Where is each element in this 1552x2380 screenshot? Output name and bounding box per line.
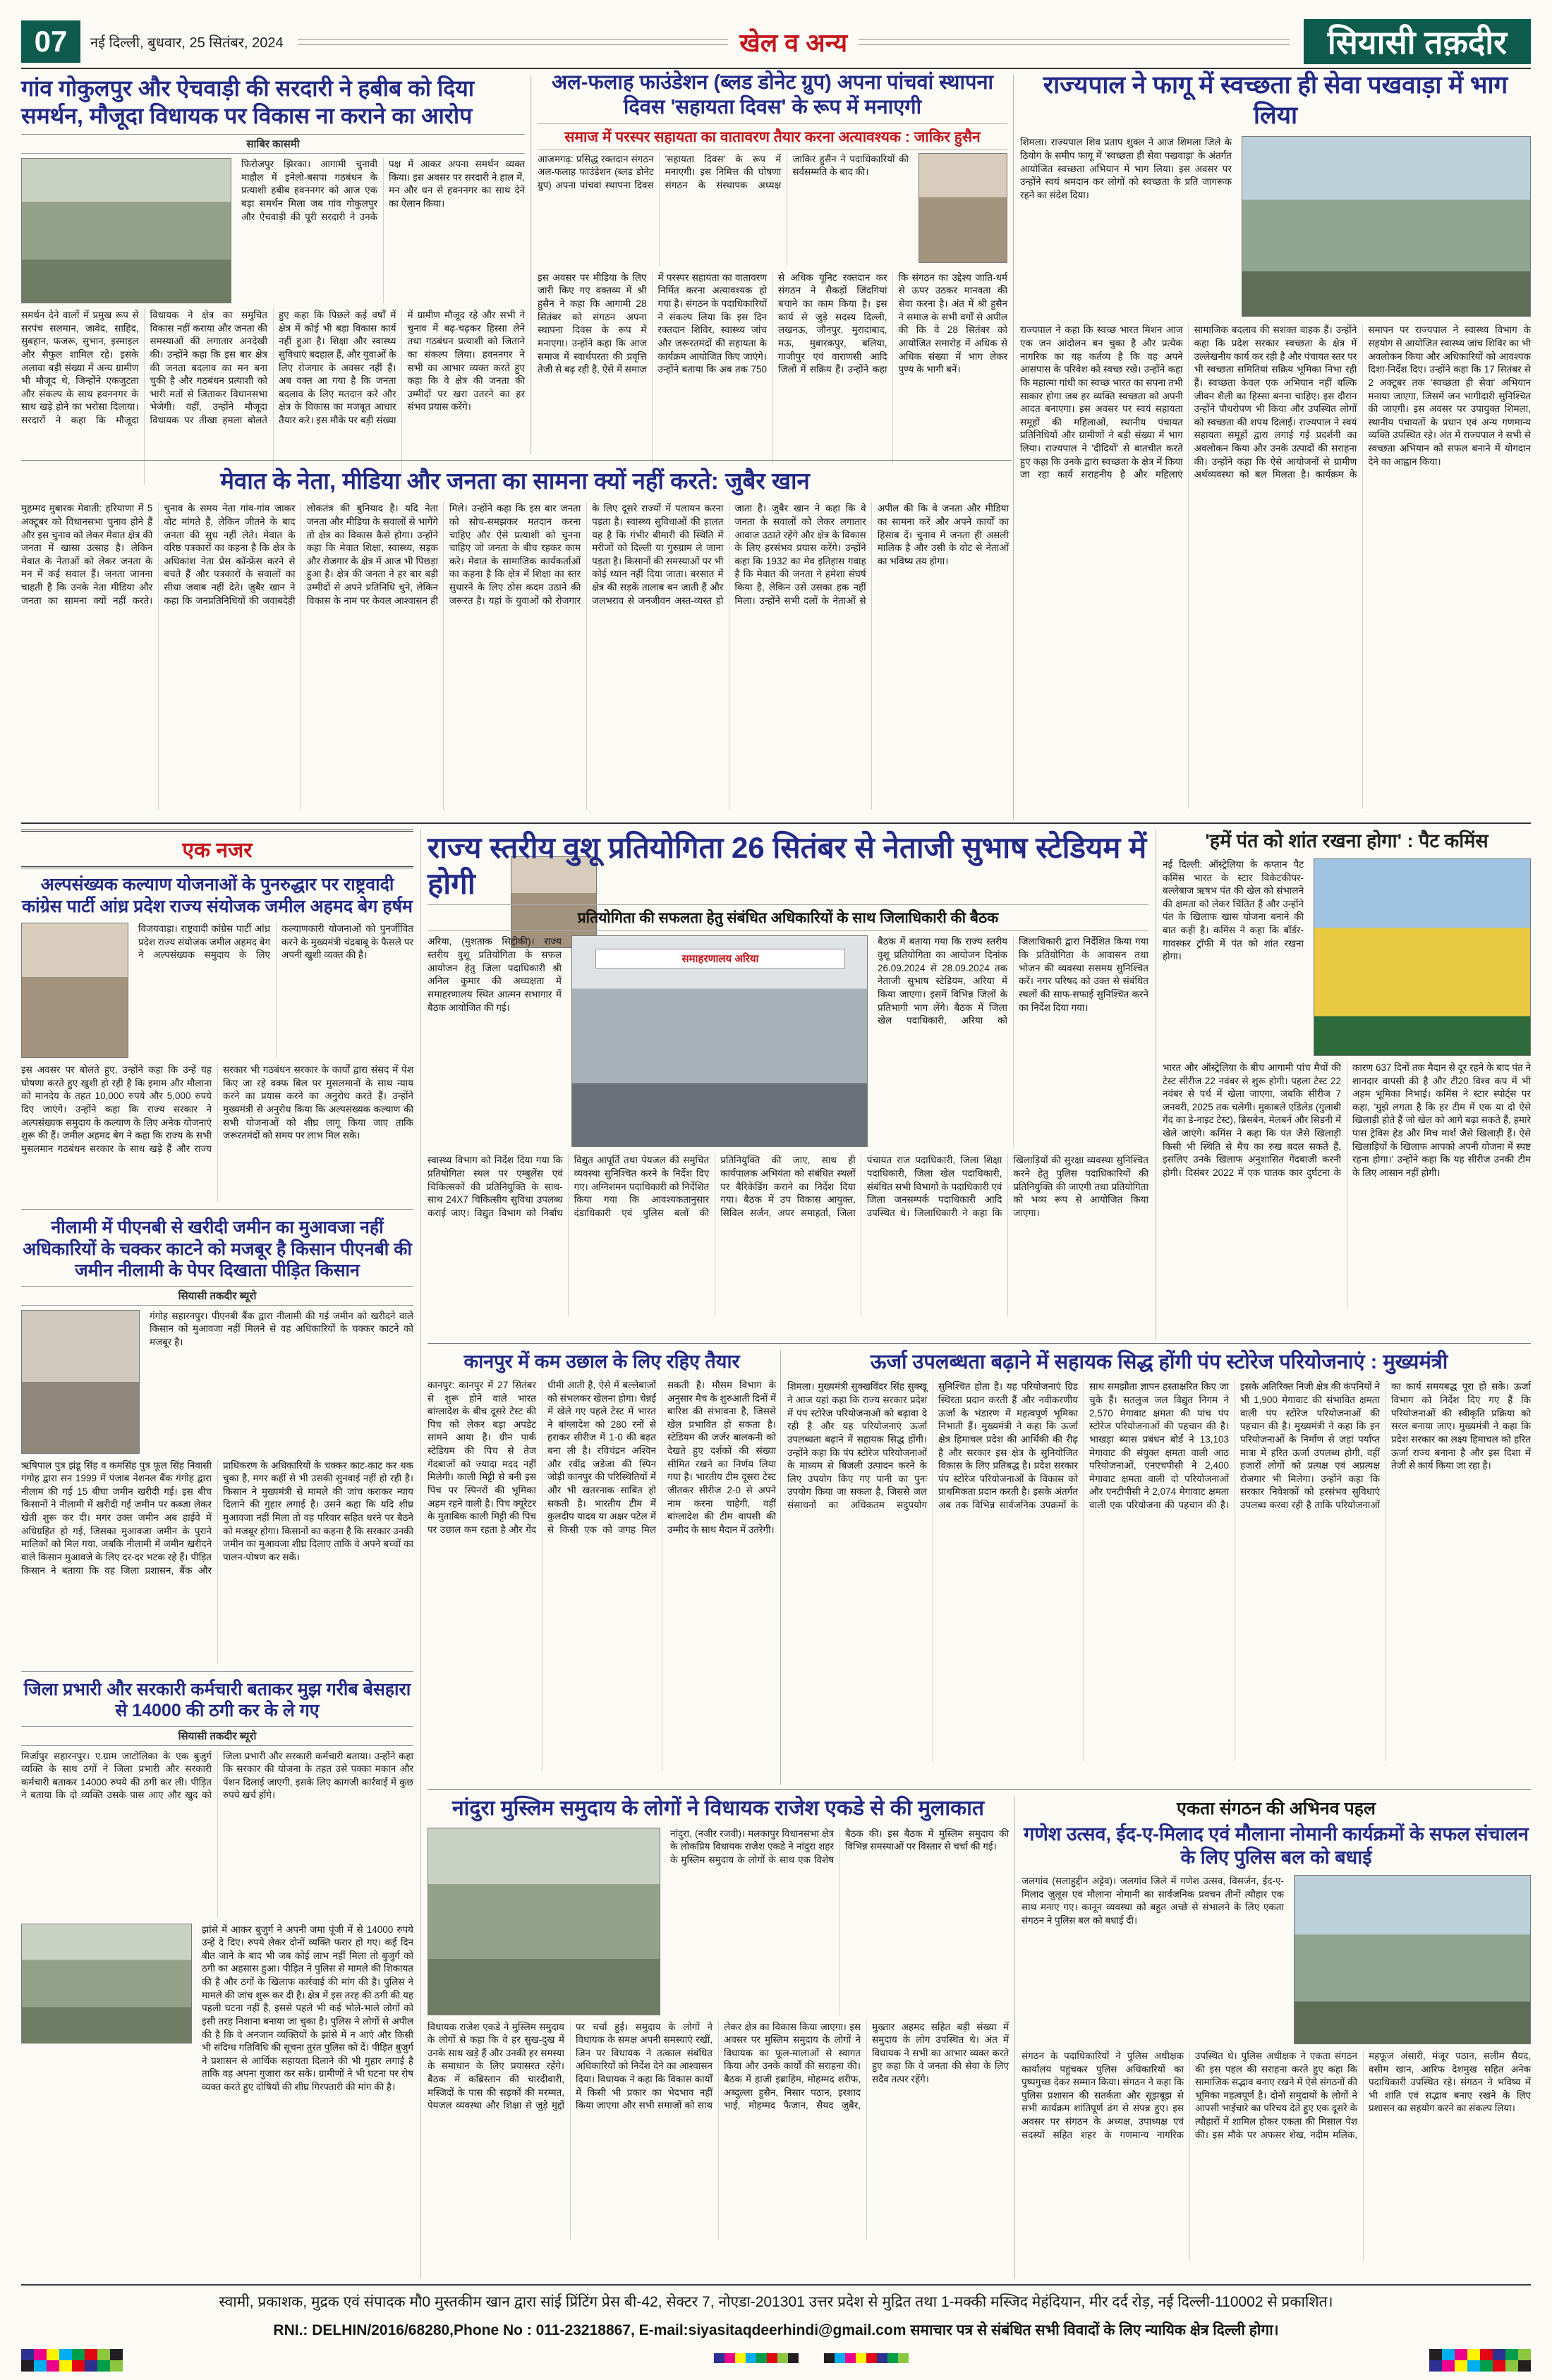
article-body: ऋषिपाल पुत्र झंडू सिंह व कमसिंह पुत्र फूल सिंह निवासी गंगोह द्वारा सन 1999 में पंजाब नेशनल बैंक गंगोह द्वारा नीलाम की गई 15 बीघा जमीन खरीदी गई। इस बीच किसानों ने नीलामी में खरीदी गई जमीन पर कब्जा लेकर खेती शुरू कर दी। मगर उक्त जमीन अब हाईवे में अधिग्रहित हो गई, जिसका मुआवजा जमीन के पुराने मालिकों को मिल गया, जबकि नीलामी में जमीन खरीदने वाले किसान मुआवजे के लिए दर-दर भटक रहे हैं। पीड़ित किसान ने बताया कि वह जिला प्रशासन, बैंक और प्राधिकरण के अधिकारियों के चक्कर काट-काट कर थक चुका है, मगर कहीं से भी उसकी सुनवाई नहीं हो रही है। किसान ने मुख्यमंत्री से मामले की जांच कराकर न्याय दिलाने की गुहार लगाई है। उसने कहा कि यदि शीघ्र मुआवजा नहीं मिला तो वह परिवार सहित धरने पर बैठने को मजबूर होगा। किसानों का कहना है कि सरकार उनकी जमीन का मुआवजा शीघ्र दिलाए ताकि वे अपने बच्चों का पालन-पोषण कर सकें। [21,1459,413,1576]
byline: सियासी तकदीर ब्यूरो [21,1286,413,1306]
color-strip [824,2353,909,2363]
article-headline: गणेश उत्सव, ईद-ए-मिलाद एवं मौलाना नोमानी कार्यक्रमों के सफल संचालन के लिए पुलिस बल को बधाई [1024,1823,1529,1868]
article-nandura [428,1796,1009,2278]
article-body: राज्यपाल ने कहा कि स्वच्छ भारत मिशन आज एक जन आंदोलन बन चुका है और प्रत्येक नागरिक का यह कर्तव्य है कि वह अपने आसपास के परिवेश को स्वच्छ रखे। उन्होंने कहा कि महात्मा गांधी का स्वच्छ भारत का सपना तभी साकार होगा जब हर व्यक्ति स्वच्छता को अपनी आदत बनाएगा। इस अवसर पर स्वयं सहायता समूहों की महिलाओं, स्थानीय पंचायत प्रतिनिधियों और ग्रामीणों ने बड़ी संख्या में भाग लिया। राज्यपाल ने 'दीदियों' से बातचीत करते हुए कहा कि उनके द्वारा स्वच्छता के क्षेत्र में किया जा रहा कार्य सराहनीय है और महिलाएं सामाजिक बदलाव की सशक्त वाहक हैं। उन्होंने कहा कि प्रदेश सरकार स्वच्छता के क्षेत्र में उल्लेखनीय कार्य कर रही है और पंचायत स्तर पर भी स्वच्छता समितियां सक्रिय भूमिका निभा रही हैं। स्वच्छता केवल एक अभियान नहीं बल्कि जीवन शैली का हिस्सा बनना चाहिए। इस दौरान उन्होंने पौधरोपण भी किया और उपस्थित लोगों को स्वच्छता की शपथ दिलाई। राज्यपाल ने स्वयं सहायता समूहों द्वारा लगाई गई प्रदर्शनी का अवलोकन किया और उनके उत्पादों की सराहना की। उन्होंने कहा कि ऐसे आयोजनों से ग्रामीण अर्थव्यवस्था को बल मिलता है। कार्यक्रम के समापन पर राज्यपाल ने स्वास्थ्य विभाग के सहयोग से आयोजित स्वास्थ्य जांच शिविर का भी अवलोकन किया और अधिकारियों को आवश्यक दिशा-निर्देश दिए। उन्होंने कहा कि 17 सितंबर से 2 अक्टूबर तक 'स्वच्छता ही सेवा' अभियान मनाया जाएगा, जिसमें जन भागीदारी सुनिश्चित की जाएगी। इस अवसर पर उपायुक्त शिमला, स्थानीय पंचायतों के प्रधान एवं अन्य गणमान्य व्यक्ति उपस्थित रहे। अंत में राज्यपाल ने सभी से स्वच्छता अभियान को सफल बनाने में योगदान देने का आह्वान किया। [1020,324,1531,480]
article-headline: राज्य स्तरीय वुशू प्रतियोगिता 26 सितंबर से नेताजी सुभाष स्टेडियम में होगी [428,831,1147,901]
divider [21,1209,413,1210]
color-strip [1429,2349,1531,2360]
footer [21,2284,1531,2340]
article-body: स्वास्थ्य विभाग को निर्देश दिया गया कि प्रतियोगिता स्थल पर एम्बुलेंस एवं चिकित्सकों की प्रतिनियुक्ति के साथ-साथ 24X7 चिकित्सीय सुविधा उपलब्ध कराई जाए। विद्युत विभाग को निर्बाध विद्युत आपूर्ति तथा पेयजल की समुचित व्यवस्था सुनिश्चित करने के निर्देश दिए गए। अग्निशमन पदाधिकारी को निर्देशित किया गया कि आवश्यकतानुसार दंडाधिकारी एवं पुलिस बलों की प्रतिनियुक्ति की जाए, साथ ही कार्यपालक अभियंता को संबंधित स्थलों पर बैरिकेडिंग कराने का निर्देश दिया गया। बैठक में उप विकास आयुक्त, सिविल सर्जन, अपर समाहर्ता, जिला पंचायत राज पदाधिकारी, जिला शिक्षा पदाधिकारी, जिला खेल पदाधिकारी, संबंधित सभी विभागों के पदाधिकारी एवं जिला जनसम्पर्क पदाधिकारी आदि उपस्थित थे। जिलाधिकारी ने कहा कि खिलाड़ियों की सुरक्षा व्यवस्था सुनिश्चित करने हेतु पुलिस पदाधिकारियों की प्रतिनियुक्ति की जाएगी तथा प्रतियोगिता को भव्य रूप से आयोजित किया जाएगा। [428,1155,1148,1218]
article-body: विजयवाड़ा। राष्ट्रवादी कांग्रेस पार्टी आंध्र प्रदेश राज्य संयोजक जमील अहमद बेग ने अल्पसंख्यक समुदाय के लिए कल्याणकारी योजनाओं को पुनर्जीवित करने के मुख्यमंत्री चंद्रबाबू के फैसले पर अपनी खुशी व्यक्त की है। [138,923,413,961]
article-headline: गांव गोकुलपुर और ऐचवाड़ी की सरदारी ने हबीब को दिया समर्थन, मौजूदा विधायक पर विकास ना कराने का आरोप [21,75,475,129]
district-meeting-photo [571,935,868,1147]
article-kanpur [428,1350,776,1785]
meeting-banner: समाहरणालय अरिया [595,949,844,969]
article-subhead: प्रतियोगिता की सफलता हेतु संबंधित अधिकारियों के साथ जिलाधिकारी की बैठक [428,904,1148,931]
article-body: फिरोजपुर झिरका। आगामी चुनावी माहौल में इनेलो-बसपा गठबंधन के प्रत्याशी हबीब हवननगर को आज एक बड़ा समर्थन मिला जब गांव गोकुलपुर और ऐचवाड़ी की पूरी सरदारी ने उनके पक्ष में आकर अपना समर्थन व्यक्त किया। इस अवसर पर सरदारी ने हाल में, मन और धन से हवननगर का साथ देने का ऐलान किया। [241,159,525,222]
article-alfalah [538,71,1007,454]
article-neelami [21,1217,413,1664]
article-body: शिमला। राज्यपाल शिव प्रताप शुक्ल ने आज शिमला जिले के ठियोग के समीप फागू में 'स्वच्छता ही सेवा पखवाड़ा' के अंतर्गत आयोजित स्वच्छता अभियान में भाग लिया। इस अवसर पर उन्होंने स्वयं श्रमदान कर लोगों को स्वच्छता के प्रति जागरूक रहने का संदेश दिया। [1020,137,1232,200]
article-mewat [21,467,1009,820]
article-body: समर्थन देने वालों में प्रमुख रूप से सरपंच सलमान, जावेद, साहिद, सुबहान, फजरू, सुभान, इस्माइल और सैफुल शामिल रहे। इसके अलावा बड़ी संख्या में अन्य ग्रामीण भी मौजूद थे, जिन्होंने एकजुटता और संकल्प के साथ हवननगर के साथ खड़े होने का भरोसा दिलाया। सरदारों ने कहा कि मौजूदा विधायक ने क्षेत्र का समुचित विकास नहीं कराया और जनता की समस्याओं की लगातार अनदेखी की। उन्होंने कहा कि इस बार क्षेत्र की जनता बदलाव का मन बना चुकी है और गठबंधन प्रत्याशी को भारी मतों से जिताकर विधानसभा भेजेगी। वहीं, उन्होंने मौजूदा विधायक पर तीखा हमला बोलते हुए कहा कि पिछले कई वर्षों में क्षेत्र में कोई भी बड़ा विकास कार्य नहीं हुआ है। शिक्षा और स्वास्थ्य सुविधाएं बदहाल हैं, और युवाओं के लिए रोजगार के अवसर नहीं हैं। अब वक्त आ गया है कि जनता बदलाव के लिए मतदान करे और क्षेत्र के विकास का मजबूत आधार तैयार करे। इस मौके पर बड़ी संख्या में ग्रामीण मौजूद रहे और सभी ने चुनाव में बढ़-चढ़कर हिस्सा लेने तथा गठबंधन प्रत्याशी को जिताने का संकल्प लिया। हवननगर ने सभी का आभार व्यक्त करते हुए कहा कि वे क्षेत्र की जनता की उम्मीदों पर खरा उतरने का हर संभव प्रयास करेंगे। [21,310,525,426]
section-band [298,25,1290,59]
color-strip [21,2360,123,2372]
article-headline: नांदुरा मुस्लिम समुदाय के लोगों ने विधायक राजेश एकडे से की मुलाकात [451,1797,985,1820]
article-body: नांदुरा, (नजीर रजवी)। मलकापुर विधानसभा क्षेत्र के लोकप्रिय विधायक राजेश एकडे ने नांदुरा शहर के मुस्लिम समुदाय के लोगों के साथ एक विशेष बैठक की। इस बैठक में मुस्लिम समुदाय की विभिन्न समस्याओं पर विस्तार से चर्चा की गई। [670,1828,1009,1865]
article-headline: अल्पसंख्यक कल्याण योजनाओं के पुनरुद्धार पर राष्ट्रवादी कांग्रेस पार्टी आंध्र प्रदेश राज्य संयोजक जमील अहमद बेग हर्षम [21,875,413,916]
article-headline: राज्यपाल ने फागू में स्वच्छता ही सेवा पखवाड़ा में भाग लिया [1043,71,1508,129]
rni-line: RNI.: DELHIN/2016/68280,Phone No : 011-23218867, E-mail:siyasitaqdeerhindi@gmail.com समाचार पत्र से संबंधित सभी विवादों के लिए न्यायिक क्षेत्र दिल्ली होगा। [273,2322,1279,2338]
article-body: गंगोह सहारनपुर। पीएनबी बैंक द्वारा नीलामी की गई जमीन को खरीदने वाले किसान को मुआवजा नहीं मिलने से वह अधिकारियों के चक्कर काटने को मजबूर है। [150,1310,413,1347]
article-urja [787,1350,1531,1785]
article-body: शिमला। मुख्यमंत्री सुक्खविंदर सिंह सुक्खू ने आज यहां कहा कि राज्य सरकार प्रदेश में पंप स्टोरेज परियोजनाओं को बढ़ावा दे रही है और यह परियोजनाएं ऊर्जा उपलब्धता बढ़ाने में सहायक सिद्ध होंगी। उन्होंने कहा कि पंप स्टोरेज परियोजनाओं के माध्यम से बिजली उत्पादन करने के लिए उपयोग किए गए पानी का पुनः उपयोग किया जा सकता है, जिससे जल संसाधनों का अधिकतम सदुपयोग सुनिश्चित होता है। यह परियोजनाएं ग्रिड स्थिरता प्रदान करती हैं और नवीकरणीय ऊर्जा के भंडारण में महत्वपूर्ण भूमिका निभाती हैं। मुख्यमंत्री ने कहा कि ऊर्जा क्षेत्र हिमाचल प्रदेश की आर्थिकी की रीढ़ है और सरकार इस क्षेत्र के सुनियोजित विकास के लिए प्रतिबद्ध है। प्रदेश सरकार पंप स्टोरेज परियोजनाओं के विकास को प्राथमिकता प्रदान करती है। इसके अंतर्गत अब तक विभिन्न सार्वजनिक उपक्रमों के साथ समझौता ज्ञापन हस्ताक्षरित किए जा चुके हैं। सतलुज जल विद्युत निगम ने 2,570 मेगावाट क्षमता की पांच पंप स्टोरेज परियोजनाओं की पहचान की है। भाखड़ा ब्यास प्रबंधन बोर्ड ने 13,103 मेगावाट की संयुक्त क्षमता वाली आठ परियोजनाओं, एनएचपीसी ने 2,400 मेगावाट क्षमता वाली दो परियोजनाओं और एनटीपीसी ने 2,074 मेगावाट क्षमता वाली एक परियोजना की पहचान की है। इसके अतिरिक्त निजी क्षेत्र की कंपनियों ने भी 1,900 मेगावाट की संभावित क्षमता वाली पंप स्टोरेज परियोजनाओं की पहचान की है। मुख्यमंत्री ने कहा कि इन परियोजनाओं के निर्माण से जहां पर्याप्त मात्रा में हरित ऊर्जा उपलब्ध होगी, वहीं हजारों लोगों को प्रत्यक्ष एवं अप्रत्यक्ष रोजगार भी मिलेगा। उन्होंने कहा कि सरकार निवेशकों को हरसंभव सुविधाएं उपलब्ध करवा रही है ताकि परियोजनाओं का कार्य समयबद्ध पूरा हो सके। ऊर्जा विभाग को निर्देश दिए गए हैं कि परियोजनाओं की स्वीकृति प्रक्रिया को सरल बनाया जाए। मुख्यमंत्री ने कहा कि प्रदेश सरकार का लक्ष्य हिमाचल को हरित ऊर्जा राज्य बनाना है और इस दिशा में तेजी से कार्य किया जा रहा है। [787,1381,1531,1510]
divider [1014,1796,1015,2278]
article-body: बैठक में बताया गया कि राज्य स्तरीय वुशू प्रतियोगिता का आयोजन दिनांक 26.09.2024 से 28.09.2024 तक नेताजी सुभाष स्टेडियम, अरिया में किया जाएगा। इसमें विभिन्न जिलों के प्रतिभागी भाग लेंगे। बैठक में जिला खेल पदाधिकारी, अरिया को जिलाधिकारी द्वारा निर्देशित किया गया कि प्रतियोगिता के आवासन तथा भोजन की व्यवस्था ससमय सुनिश्चित करें। नगर परिषद को उक्त से संबंधित स्थलों की साफ-सफाई सुनिश्चित करने का निर्देश दिया गया। [878,936,1148,1026]
article-body: नई दिल्ली: ऑस्ट्रेलिया के कप्तान पैट कमिंस भारत के स्टार विकेटकीपर-बल्लेबाज ऋषभ पंत की खेल को संभालने की क्षमता को लेकर चिंतित हैं और उन्होंने पंत के खिलाफ खास योजना बनाने की बात कही है। कमिंस ने कहा कि बॉर्डर-गावस्कर ट्रॉफी में पंत को शांत रखना होगा। [1163,858,1304,962]
paper-name: सियासी तक़दीर [1304,19,1531,64]
color-strip [21,2349,123,2360]
print-color-marks-center-2 [824,2353,909,2363]
article-headline: नीलामी में पीएनबी से खरीदी जमीन का मुआवजा नहीं अधिकारियों के चक्कर काटने को मजबूर है किसान पीएनबी की जमीन नीलामी के पेपर दिखाता पीड़ित किसान [23,1218,412,1280]
masthead [21,18,1531,65]
dateline: नई दिल्ली, बुधवार, 25 सितंबर, 2024 [90,35,284,51]
page-number: 07 [21,20,80,63]
governor-cleanliness-photo [1242,136,1531,317]
article-body: इस अवसर पर मीडिया के लिए जारी किए गए वक्तव्य में श्री हुसैन ने कहा कि आगामी 28 सितंबर को संगठन अपना स्थापना दिवस के रूप में मनाएगा। उन्होंने कहा कि आज समाज में स्वार्थपरता की प्रवृत्ति तेजी से बढ़ रही है, ऐसे में समाज में परस्पर सहायता का वातावरण निर्मित करना अत्यावश्यक हो गया है। संगठन के पदाधिकारियों ने संकल्प लिया कि इस दिन रक्तदान शिविर, स्वास्थ्य जांच और जरूरतमंदों की सहायता के कार्यक्रम आयोजित किए जाएंगे। उन्होंने बताया कि अब तक 750 से अधिक यूनिट रक्तदान कर संगठन ने सैकड़ों जिंदगियां बचाने का काम किया है। इस कार्य से जुड़े सदस्य दिल्ली, लखनऊ, जौनपुर, मुरादाबाद, मऊ, मुबारकपुर, बलिया, गाजीपुर एवं वाराणसी आदि जिलों में सक्रिय हैं। उन्होंने कहा कि संगठन का उद्देश्य जाति-धर्म से ऊपर उठकर मानवता की सेवा करना है। अंत में श्री हुसैन ने समाज के सभी वर्गों से अपील की कि वे 28 सितंबर को आयोजित समारोह में अधिक से अधिक संख्या में भाग लेकर पुण्य के भागी बनें। [538,272,1007,375]
article-kicker: एकता संगठन की अभिनव पहल [1177,1799,1376,1819]
publisher-line: स्वामी, प्रकाशक, मुद्रक एवं संपादक मौ0 मुस्तकीम खान द्वारा सांई प्रिंटिंग प्रेस बी-42, सेक्टर 7, नोएडा-201301 उत्तर प्रदेश से मुद्रित तथा 1-मक्की मस्जिद मेहंदियान, मीर दर्द रोड़, नई दिल्ली-110002 से प्रकाशित। [219,2294,1333,2310]
ek-nazar-column [21,830,413,2278]
article-ekta [1021,1796,1531,2278]
divider [428,1789,1531,1790]
article-headline: अल-फलाह फाउंडेशन (ब्लड डोनेट ग्रुप) अपना पांचवां स्थापना दिवस 'सहायता दिवस' के रूप में मनाएगी [551,71,994,119]
divider [21,460,1012,461]
article-wushu [428,830,1148,1339]
divider [21,1671,413,1672]
print-color-marks-right [1429,2349,1531,2372]
divider [1013,75,1014,820]
article-body: कानपुर: कानपुर में 27 सितंबर से शुरू होने वाले भारत बांग्लादेश के बीच दूसरे टेस्ट की पिच को लेकर बड़ा अपडेट सामने आया है। ग्रीन पार्क स्टेडियम की पिच से तेज गेंदबाजों को ज्यादा मदद नहीं मिलेगी। काली मिट्टी से बनी इस पिच पर स्पिनरों की भूमिका अहम रहने वाली है। पिच क्यूरेटर के मुताबिक काली मिट्टी की पिच पर उछाल कम रहता है और गेंद धीमी आती है, ऐसे में बल्लेबाजों को संभलकर खेलना होगा। चेन्नई में खेले गए पहले टेस्ट में भारत ने बांग्लादेश को 280 रनों से हराकर सीरीज में 1-0 की बढ़त बना ली है। रविचंद्रन अश्विन और रवींद्र जडेजा की स्पिन जोड़ी कानपुर की परिस्थितियों में और भी खतरनाक साबित हो सकती है। भारतीय टीम में कुलदीप यादव या अक्षर पटेल में से किसी एक को जगह मिल सकती है। मौसम विभाग के अनुसार मैच के शुरुआती दिनों में बारिश की संभावना है, जिससे खेल प्रभावित हो सकता है। स्टेडियम की जर्जर बालकनी को देखते हुए दर्शकों की संख्या सीमित रखने का निर्णय लिया गया है। भारतीय टीम दूसरा टेस्ट जीतकर सीरीज 2-0 से अपने नाम करना चाहेगी, वहीं बांग्लादेश की टीम वापसी की उम्मीद के साथ मैदान में उतरेगी। [428,1379,776,1535]
article-gokulpur [21,75,525,454]
article-body: आजमगढ़: प्रसिद्ध रक्तदान संगठन अल-फलाह फाउंडेशन (ब्लड डोनेट ग्रुप) अपना पांचवां स्थापना दिवस 'सहायता दिवस' के रूप में मनाएगी। इस निमित्त की घोषणा संगठन के संस्थापक अध्यक्ष जाकिर हुसैन ने पदाधिकारियों की सर्वसम्मति के बाद की। [538,153,909,190]
article-headline: कानपुर में कम उछाल के लिए रहिए तैयार [463,1351,740,1372]
byline: साबिर कासमी [21,134,525,154]
article-headline: 'हमें पंत को शांत रखना होगा' : पैट कमिंस [1205,830,1489,851]
police-felicitation-photo [1294,1875,1531,2044]
farmer-papers-photo [21,1310,140,1454]
zakir-hussain-photo [919,153,1007,263]
divider [780,1350,781,1785]
print-color-marks-left [21,2349,123,2372]
article-subhead: समाज में परस्पर सहायता का वातावरण तैयार करना अत्यावश्यक : जाकिर हुसैन [538,123,1007,150]
color-strip [714,2353,799,2363]
mla-meeting-photo [428,1828,660,2015]
crowd-support-photo [21,158,231,303]
divider [21,822,1531,824]
divider [420,830,421,2278]
article-body: अरिया, (मुशताक सिद्दीकी)। राज्य स्तरीय वुशू प्रतियोगिता के सफल आयोजन हेतु जिला पदाधिकारी श्री अनिल कुमार की अध्यक्षता में समाहरणालय स्थित आत्मन सभागार में बैठक आयोजित की गई। [428,936,562,1013]
ek-nazar-title: एक नजर [21,830,413,868]
article-body: विधायक राजेश एकडे ने मुस्लिम समुदाय के लोगों से कहा कि वे हर सुख-दुख में उनके साथ खड़े हैं और उनकी हर समस्या के समाधान के लिए प्रयासरत रहेंगे। बैठक में कब्रिस्तान की चारदीवारी, मस्जिदों के पास की सड़कों की मरम्मत, पेयजल व्यवस्था और शिक्षा से जुड़े मुद्दों पर चर्चा हुई। समुदाय के लोगों ने विधायक के समक्ष अपनी समस्याएं रखीं, जिन पर विधायक ने तत्काल संबंधित अधिकारियों को निर्देश देने का आश्वासन दिया। विधायक ने कहा कि विकास कार्यों में किसी भी प्रकार का भेदभाव नहीं किया जाएगा और सभी समाजों को साथ लेकर क्षेत्र का विकास किया जाएगा। इस अवसर पर मुस्लिम समुदाय के लोगों ने विधायक का फूल-मालाओं से स्वागत किया और उनके कार्यों की सराहना की। बैठक में हाजी इब्राहिम, मोहम्मद शरीफ, अब्दुल्ला हुसैन, निसार पठान, इरशाद भाई, मोहम्मद फैजान, सैयद जुबैर, मुख्तार अहमद सहित बड़ी संख्या में समुदाय के लोग उपस्थित थे। अंत में विधायक ने सभी का आभार व्यक्त करते हुए कहा कि वे जनता की सेवा के लिए सदैव तत्पर रहेंगे। [428,2021,1009,2111]
print-color-marks-center-1 [714,2353,799,2363]
article-body: संगठन के पदाधिकारियों ने पुलिस अधीक्षक कार्यालय पहुंचकर पुलिस अधिकारियों का पुष्पगुच्छ देकर सम्मान किया। संगठन ने कहा कि पुलिस प्रशासन की सतर्कता और सूझबूझ से सभी कार्यक्रम शांतिपूर्ण ढंग से संपन्न हुए। इस अवसर पर संगठन के अध्यक्ष, उपाध्यक्ष एवं सदस्यों सहित शहर के गणमान्य नागरिक उपस्थित थे। पुलिस अधीक्षक ने एकता संगठन की इस पहल की सराहना करते हुए कहा कि सामाजिक सद्भाव बनाए रखने में ऐसे संगठनों की भूमिका महत्वपूर्ण है। दोनों समुदायों के लोगों ने आपसी भाईचारे का परिचय देते हुए एक दूसरे के त्यौहारों में शामिल होकर एकता की मिसाल पेश की। इस मौके पर अफसर शेख, नदीम मलिक, महफूज अंसारी, मंजूर पठान, सलीम सैयद, वसीम खान, आरिफ देशमुख सहित अनेक पदाधिकारी उपस्थित रहे। संगठन ने भविष्य में भी शांति एवं सद्भाव बनाए रखने के लिए प्रशासन का सहयोग करने का संकल्प लिया। [1021,2050,1531,2140]
article-rajyapal [1020,71,1531,818]
article-thagi [21,1679,413,2092]
ornament-line [859,39,1290,45]
section-title: खेल व अन्य [739,28,848,57]
article-body: मिर्जापुर सहारनपुर। ए.ग्राम जाटोलिका के एक बुजुर्ग व्यक्ति के साथ ठगों ने जिला प्रभारी और सरकारी कर्मचारी बताकर 14000 रुपये की ठगी कर ली। पीड़ित ने बताया कि दो व्यक्ति उसके पास आए और खुद को जिला प्रभारी और सरकारी कर्मचारी बताया। उन्होंने कहा कि सरकार की योजना के तहत उसे पक्का मकान और पेंशन दिलाई जाएगी, इसके लिए कागजी कार्रवाई में कुछ रुपये खर्च होंगे। [21,1750,413,1801]
byline: सियासी तकदीर ब्यूरो [21,1726,413,1746]
article-body: जलगांव (सलाहुद्दीन अट्टेव)। जलगांव जिले में गणेश उत्सव, विसर्जन, ईद-ए-मिलाद जुलूस एवं मौलाना नोमानी का सार्वजनिक प्रवचन तीनों त्यौहार एक साथ मनाए गए। कानून व्यवस्था को बहुत अच्छे से संभालने के लिए एकता संगठन ने पुलिस बल को बधाई दी। [1021,1875,1284,1926]
color-strip [1429,2360,1531,2372]
article-headline: जिला प्रभारी और सरकारी कर्मचारी बताकर मुझ गरीब बेसहारा से 14000 की ठगी कर के ले गए [23,1679,411,1720]
article-body: भारत और ऑस्ट्रेलिया के बीच आगामी पांच मैचों की टेस्ट सीरीज 22 नवंबर से शुरू होगी। पहला टेस्ट 22 नवंबर से पर्थ में खेला जाएगा, जबकि सीरीज 7 जनवरी, 2025 तक चलेगी। मुकाबले एडिलेड (गुलाबी गेंद का डे-नाइट टेस्ट), ब्रिसबेन, मेलबर्न और सिडनी में खेले जाएंगे। कमिंस ने कहा कि पंत जैसे खिलाड़ी किसी भी स्थिति से मैच का रुख बदल सकते हैं, इसलिए उनके खिलाफ अनुशासित गेंदबाजी करनी होगी। दिसंबर 2022 में एक घातक कार दुर्घटना के कारण 637 दिनों तक मैदान से दूर रहने के बाद पंत ने शानदार वापसी की है और टी20 विश्व कप में भी अहम भूमिका निभाई। कमिंस ने स्टार स्पोर्ट्स पर कहा, 'मुझे लगता है कि हर टीम में एक या दो ऐसे खिलाड़ी होते हैं जो खेल को आगे बढ़ा सकते हैं, हमारे पास ट्रेविस हेड और मिच मार्श जैसे खिलाड़ी हैं। ऐसे खिलाड़ियों के खिलाफ आपको अपनी योजना में स्पष्ट रहना होगा।' उन्होंने कहा कि यह सीरीज उनकी टीम के लिए आसान नहीं होगी। [1163,1062,1531,1178]
article-headline: ऊर्जा उपलब्धता बढ़ाने में सहायक सिद्ध होंगी पंप स्टोरेज परियोजनाएं : मुख्यमंत्री [870,1351,1448,1373]
article-headline: मेवात के नेता, मीडिया और जनता का सामना क्यों नहीं करते: जुबैर खान [220,468,810,494]
article-body: इस अवसर पर बोलते हुए, उन्होंने कहा कि उन्हें यह घोषणा करते हुए खुशी हो रही है कि इमाम और मौलाना को मानदेय के तहत 10,000 रुपये और 5,000 रुपये दिए जाएंगे। उन्होंने कहा कि राज्य सरकार ने अल्पसंख्यक समुदाय के कल्याण के लिए अनेक योजनाएं शुरू की हैं। जमील अहमद बेग ने कहा कि राज्य के सभी मुसलमान गठबंधन सरकार के साथ खड़े हैं और राज्य सरकार भी गठबंधन सरकार के कार्यों द्वारा संसद में पेश किए जा रहे वक्फ बिल पर मुसलमानों के साथ न्याय करने का प्रयास करने का अनुरोध करते हैं। उन्होंने मुख्यमंत्री से अनुरोध किया कि अल्पसंख्यक कल्याण की सभी योजनाओं को शीघ्र लागू किया जाए ताकि जरूरतमंदों को समय पर लाभ मिल सके। [21,1064,413,1154]
article-cummins [1163,830,1531,1339]
ornament-line [298,39,729,45]
divider [428,1343,1531,1344]
article-body: मुहम्मद मुबारक मेवाती: हरियाणा में 5 अक्टूबर को विधानसभा चुनाव होने हैं और इस चुनाव को लेकर मेवात क्षेत्र की जनता में खासा उत्साह है। लेकिन मेवात के नेताओं को लेकर जनता के मन में कई सवाल हैं। जनता जानना चाहती है कि उनके नेता मीडिया और जनता का सामना क्यों नहीं करते। चुनाव के समय नेता गांव-गांव जाकर वोट मांगते हैं, लेकिन जीतने के बाद जनता की सुध नहीं लेते। मेवात के वरिष्ठ पत्रकारों का कहना है कि क्षेत्र के अधिकांश नेता प्रेस कॉन्फ्रेंस करने से बचते हैं और पत्रकारों के सवालों का सीधा जवाब नहीं देते। जुबैर खान ने कहा कि जनप्रतिनिधियों की जवाबदेही लोकतंत्र की बुनियाद है। यदि नेता जनता और मीडिया के सवालों से भागेंगे तो क्षेत्र का विकास कैसे होगा। उन्होंने कहा कि मेवात शिक्षा, स्वास्थ्य, सड़क और रोजगार के क्षेत्र में आज भी पिछड़ा हुआ है। क्षेत्र की जनता ने हर बार बड़ी उम्मीदों से अपने प्रतिनिधि चुने, लेकिन विकास के नाम पर केवल आश्वासन ही मिले। उन्होंने कहा कि इस बार जनता को सोच-समझकर मतदान करना चाहिए और ऐसे प्रत्याशी को चुनना चाहिए जो जनता के बीच रहकर काम करे। मेवात के सामाजिक कार्यकर्ताओं का कहना है कि क्षेत्र में शिक्षा का स्तर सुधारने के लिए ठोस कदम उठाने की जरूरत है। यहां के युवाओं को रोजगार के लिए दूसरे राज्यों में पलायन करना पड़ता है। स्वास्थ्य सुविधाओं की हालत यह है कि गंभीर बीमारी की स्थिति में मरीजों को दिल्ली या गुरुग्राम ले जाना पड़ता है। किसानों की समस्याओं पर भी कोई ध्यान नहीं दिया जाता। बरसात में क्षेत्र की सड़कें तालाब बन जाती हैं और जलभराव से जनजीवन अस्त-व्यस्त हो जाता है। जुबैर खान ने कहा कि वे जनता के सवालों को लेकर लगातार आवाज उठाते रहेंगे और क्षेत्र के विकास के लिए हरसंभव प्रयास करेंगे। उन्होंने कहा कि 1932 का मेव इतिहास गवाह है कि मेवात की जनता ने हमेशा संघर्ष किया है, लेकिन उसे उसका हक नहीं मिला। उन्होंने सभी दलों के नेताओं से अपील की कि वे जनता और मीडिया का सामना करें और अपने कार्यों का हिसाब दें। चुनाव में जनता ही असली मालिक है और उसी के वोट से नेताओं का भविष्य तय होगा। [21,503,1009,606]
pat-cummins-photo [1314,858,1531,1056]
fraud-victim-photo [21,1924,192,2044]
article-body: झांसे में आकर बुजुर्ग ने अपनी जमा पूंजी में से 14000 रुपये उन्हें दे दिए। रुपये लेकर दोनों व्यक्ति फरार हो गए। कई दिन बीत जाने के बाद भी जब कोई लाभ नहीं मिला तो बुजुर्ग को ठगी का अहसास हुआ। पीड़ित ने पुलिस से मामले की शिकायत की है और ठगों के खिलाफ कार्रवाई की मांग की है। पुलिस ने मामले की जांच शुरू कर दी है। क्षेत्र में इस तरह की ठगी की यह पहली घटना नहीं है, इससे पहले भी कई भोले-भाले लोगों को इसी तरह निशाना बनाया जा चुका है। पुलिस ने लोगों से अपील की है कि वे अनजान व्यक्तियों के झांसे में न आएं और किसी भी संदिग्ध गतिविधि की सूचना तुरंत पुलिस को दें। पीड़ित बुजुर्ग ने प्रशासन से आर्थिक सहायता दिलाने की भी गुहार लगाई है ताकि वह अपना गुजारा कर सके। ग्रामीणों ने भी घटना पर रोष व्यक्त करते हुए दोषियों की शीघ्र गिरफ्तारी की मांग की है। [202,1924,413,2092]
article-jameel [21,874,413,1202]
divider [21,68,1531,69]
jameel-beg-photo [21,923,128,1058]
